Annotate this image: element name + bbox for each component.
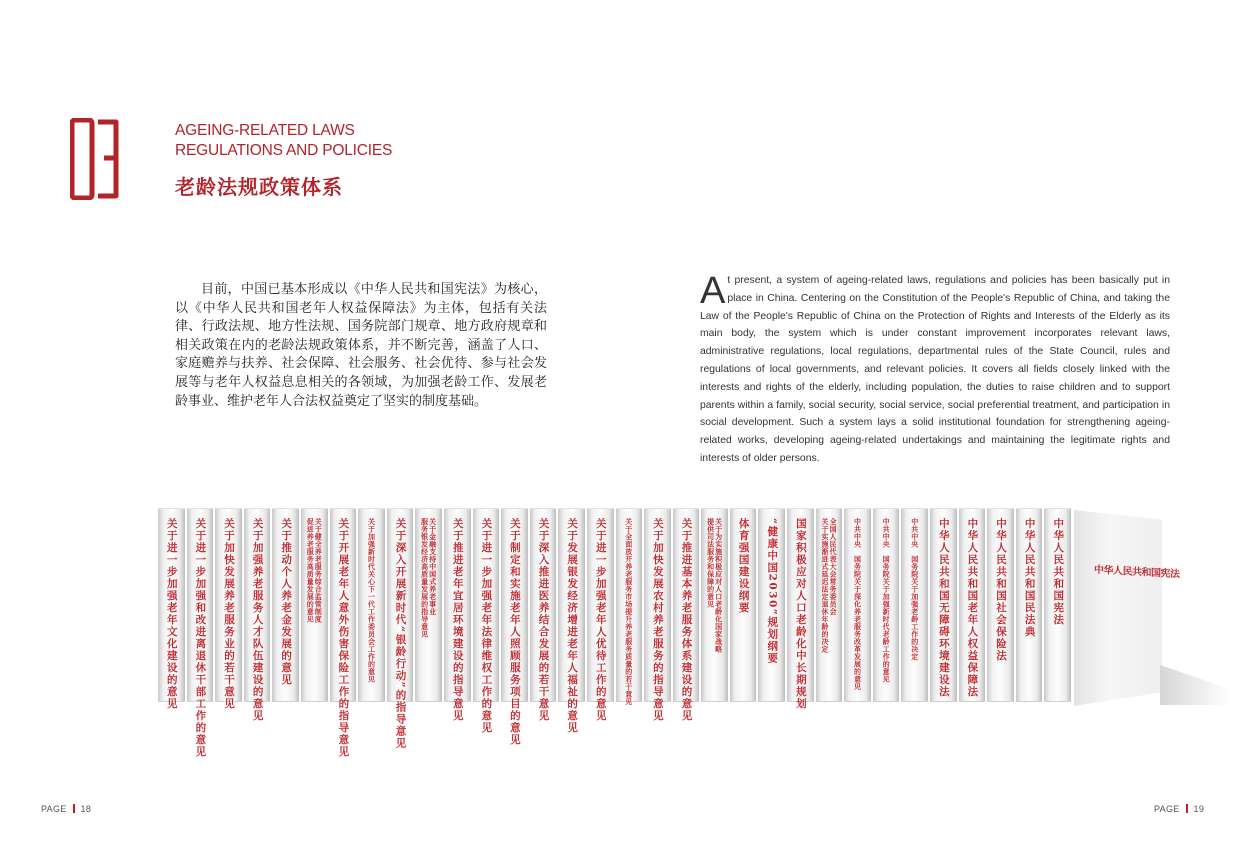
book-spine-title: 体育强国建设纲要: [737, 518, 750, 614]
book-spine: [844, 508, 871, 702]
english-paragraph: [700, 272, 1170, 468]
book-spines-row: [158, 508, 1073, 758]
book-spine: [673, 508, 700, 722]
book-spine-title: 关于加强新时代关心下一代工作委员会工作的意见: [367, 518, 377, 683]
book-spine-title: 关于金融支持中国式养老事业 服务银发经济高质量发展的指导意见: [420, 518, 438, 638]
book-spine: [644, 508, 671, 722]
book-spine: [187, 508, 214, 758]
book-spine-title: 关于深入开展新时代“银龄行动”的指导意见: [394, 518, 407, 750]
book-spine: [358, 508, 385, 702]
book-spine: [530, 508, 557, 722]
book-spine: [787, 508, 814, 710]
book-spine: [215, 508, 242, 710]
chinese-paragraph: 目前，中国已基本形成以《中华人民共和国宪法》为核心，以《中华人民共和国老年人权益保障法》为主体，包括有关法律、行政法规、地方性法规、国务院部门规章、地方政府规章和相关政策在内的老龄法规政策体系，并不断完善，涵盖了人口、家庭赡养与扶养、社会保障、社会服务、社会优待、参与社会发展等与老年人权益息息相关的各领域，为加强老龄工作、发展老龄事业、维护老年人合法权益奠定了坚实的制度基础。: [175, 281, 547, 408]
book-spine-title: “健康中国2030”规划纲要: [766, 518, 779, 665]
book-spine-title: 关于推进基本养老服务体系建设的意见: [680, 518, 693, 722]
book-spine-title: 全国人民代表大会常务委员会 关于实施渐进式延迟法定退休年龄的决定: [820, 518, 838, 653]
book-spine: [701, 508, 728, 702]
book-spine: [873, 508, 900, 702]
book-spine: [616, 508, 643, 706]
divider-bar: [1186, 804, 1188, 813]
book-spine-title: 关于进一步加强和改进离退休干部工作的意见: [194, 518, 207, 758]
book-spine: [473, 508, 500, 734]
book-cover-title: 中华人民共和国宪法: [1094, 564, 1180, 581]
book-spine: [730, 508, 757, 702]
title-en-line1: AGEING-RELATED LAWS: [175, 122, 355, 139]
page-label: PAGE: [1154, 804, 1180, 814]
book-cover-constitution: [1074, 510, 1162, 706]
book-spine-title: 关于加强养老服务人才队伍建设的意见: [251, 518, 264, 722]
book-spine: [301, 508, 328, 702]
book-spine-title: 关于进一步加强老年文化建设的意见: [165, 518, 178, 710]
book-spine-title: 关于加快发展农村养老服务的指导意见: [651, 518, 664, 722]
book-spine: [758, 508, 785, 702]
book-spine-title: 关于制定和实施老年人照顾服务项目的意见: [508, 518, 521, 746]
book-spine-title: 关于推进老年宜居环境建设的指导意见: [451, 518, 464, 722]
book-spine: [387, 508, 414, 750]
book-spine: [901, 508, 928, 702]
book-spine-title: 关于进一步加强老年法律维权工作的意见: [480, 518, 493, 734]
page-number-right: [1154, 804, 1204, 814]
book-spine: [558, 508, 585, 734]
book-spine-title: 中华人民共和国宪法: [1052, 518, 1065, 626]
section-number-03: [70, 118, 120, 200]
book-spine: [816, 508, 843, 702]
divider-bar: [73, 804, 75, 813]
book-spine-title: 关于健全养老服务综合监管制度 促进养老服务高质量发展的意见: [306, 518, 324, 623]
english-paragraph-text: t present, a system of ageing-related laws, regulations and policies has been basically put in place in China. Centering on the Constitution of the People's Republic of China, and taking the Law of the People's Republic of China on the Protection of Rights and Interests of the Elderly as its main body, the system which is under constant improvement incorporates relevant laws, administrative regulations, local regulations, departmental rules of the State Council, rules and regulations of local governments, and relevant policies. It covers all fields closely linked with the interests and rights of the elderly, including population, the duties to raise children and to support parents within a family, social security, social service, social preferential treatment, and participation in social development. Such a system lays a solid institutional foundation for strengthening ageing-related works, developing ageing-related undertakings and maintaining the legitimate rights and interests of older persons.: [700, 275, 1170, 464]
book-spine: [158, 508, 185, 710]
book-spine-title: 中共中央 国务院关于深化养老服务改革发展的意见: [853, 518, 863, 691]
book-spine: [244, 508, 271, 722]
book-spine-title: 中华人民共和国无障碍环境建设法: [937, 518, 950, 698]
book-spine: [587, 508, 614, 722]
book-spine: [930, 508, 957, 702]
book-spine-title: 中华人民共和国社会保险法: [995, 518, 1008, 662]
book-spine-title: 关于发展银发经济增进老年人福祉的意见: [566, 518, 579, 734]
page-number: 18: [80, 804, 92, 814]
page-label: PAGE: [41, 804, 67, 814]
book-spine: [330, 508, 357, 758]
book-spine: [444, 508, 471, 722]
book-spine: [272, 508, 299, 702]
book-spine: [987, 508, 1014, 702]
book-shadow: [1160, 665, 1230, 705]
book-spine-title: 中华人民共和国民法典: [1023, 518, 1036, 638]
book-spine-title: 关于深入推进医养结合发展的若干意见: [537, 518, 550, 722]
book-spine-title: 中华人民共和国老年人权益保障法: [966, 518, 979, 698]
book-spine: [959, 508, 986, 702]
book-spine-title: 关于为实施积极应对人口老龄化国家战略 提供司法服务和保障的意见: [706, 518, 724, 653]
book-spine-title: 关于开展老年人意外伤害保险工作的指导意见: [337, 518, 350, 758]
page-number: 19: [1193, 804, 1205, 814]
book-spine-title: 关于进一步加强老年人优待工作的意见: [594, 518, 607, 722]
book-spine-title: 中共中央 国务院关于加强老龄工作的决定: [910, 518, 920, 661]
book-spine-title: 关于加快发展养老服务业的若干意见: [222, 518, 235, 710]
book-spine: [501, 508, 528, 746]
book-spine-title: 中共中央 国务院关于加强新时代老龄工作的意见: [882, 518, 892, 683]
book-spine-title: 关于推动个人养老金发展的意见: [280, 518, 293, 686]
book-spine: [415, 508, 442, 702]
book-spine: [1044, 508, 1071, 702]
book-spine-title: 关于全面放开养老服务市场提升养老服务质量的若干意见: [624, 518, 634, 706]
book-spine-title: 国家积极应对人口老龄化中长期规划: [794, 518, 807, 710]
title-en-line2: REGULATIONS AND POLICIES: [175, 142, 393, 159]
drop-cap: A: [700, 270, 726, 312]
page-number-left: [41, 804, 91, 814]
section-title-en: [175, 121, 392, 161]
book-spine: [1016, 508, 1043, 702]
section-title-cn: 老龄法规政策体系: [175, 177, 343, 199]
